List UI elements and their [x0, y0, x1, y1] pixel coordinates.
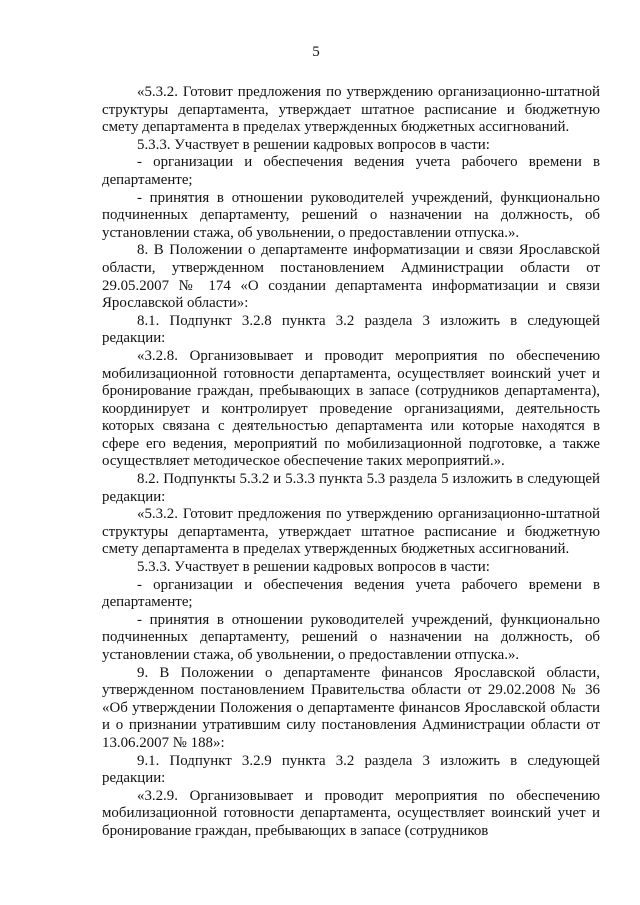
paragraph-5-3-3: 5.3.3. Участвует в решении кадровых вопросов в части: — [137, 559, 490, 576]
paragraph-list-item: - организации и обеспечения ведения учета рабочего времени в департаменте; — [102, 576, 600, 611]
paragraph-item-9: 9. В Положении о департаменте финансов Ярославской области, утвержденном постановлением Правительства области от 29.02.2008 № 36 «Об утверждении Положения о департаменте финансов Ярославской области и о признании утратившим силу постановления Администрации области от 13.06.2007 № 188»: — [102, 664, 600, 751]
paragraph-list-item: - организации и обеспечения ведения учета рабочего времени в департаменте; — [102, 154, 600, 188]
paragraph-item-8-2: 8.2. Подпункты 5.3.2 и 5.3.3 пункта 5.3 раздела 5 изложить в следующей редакции: — [102, 471, 600, 505]
paragraph-item-9-1: 9.1. Подпункт 3.2.9 пункта 3.2 раздела 3 изложить в следующей редакции: — [102, 752, 600, 787]
paragraph-item-8: 8. В Положении о департаменте информатизации и связи Ярославской области, утвержденном постановлением Администрации области от 29.05.2007 № 174 «О создании департамента информатизации и связи Ярославской области»: — [102, 242, 600, 312]
paragraph-list-item: - принятия в отношении руководителей учреждений, функционально подчиненных департаменту, решений о назначении на должность, об установлении стажа, об увольнении, о предоставлении отпуска.». — [102, 611, 600, 663]
paragraph-5-3-2: «5.3.2. Готовит предложения по утверждению организационно-штатной структуры департамента, утверждает штатное расписание и бюджетную смету департамента в пределах утвержденных бюджетных ассигнований. — [102, 506, 600, 558]
paragraph-5-3-2: «5.3.2. Готовит предложения по утверждению организационно-штатной структуры департамента, утверждает штатное расписание и бюджетную смету департамента в пределах утвержденных бюджетных ассигнований. — [102, 84, 600, 136]
paragraph-5-3-3: 5.3.3. Участвует в решении кадровых вопросов в части: — [137, 136, 490, 153]
page-number: 5 — [312, 44, 320, 60]
document-body — [102, 84, 600, 841]
paragraph-3-2-9: «3.2.9. Организовывает и проводит мероприятия по обеспечению мобилизационной готовности департамента, осуществляет воинский учет и бронирование граждан, пребывающих в запасе (сотрудников — [102, 787, 600, 839]
paragraph-item-8-1: 8.1. Подпункт 3.2.8 пункта 3.2 раздела 3 изложить в следующей редакции: — [102, 312, 600, 347]
paragraph-list-item: - принятия в отношении руководителей учреждений, функционально подчиненных департаменту, решений о назначении на должность, об установлении стажа, об увольнении, о предоставлении отпуска.». — [102, 189, 600, 241]
paragraph-3-2-8: «3.2.8. Организовывает и проводит мероприятия по обеспечению мобилизационной готовности департамента, осуществляет воинский учет и бронирование граждан, пребывающих в запасе (сотрудников департамента), координирует и контролирует проведение организациями, деятельность которых связана с деятельностью департамента или которые находятся в сфере его ведения, мероприятий по мобилизационной подготовке, а также осуществляет методическое обеспечение таких мероприятий.». — [102, 347, 600, 470]
